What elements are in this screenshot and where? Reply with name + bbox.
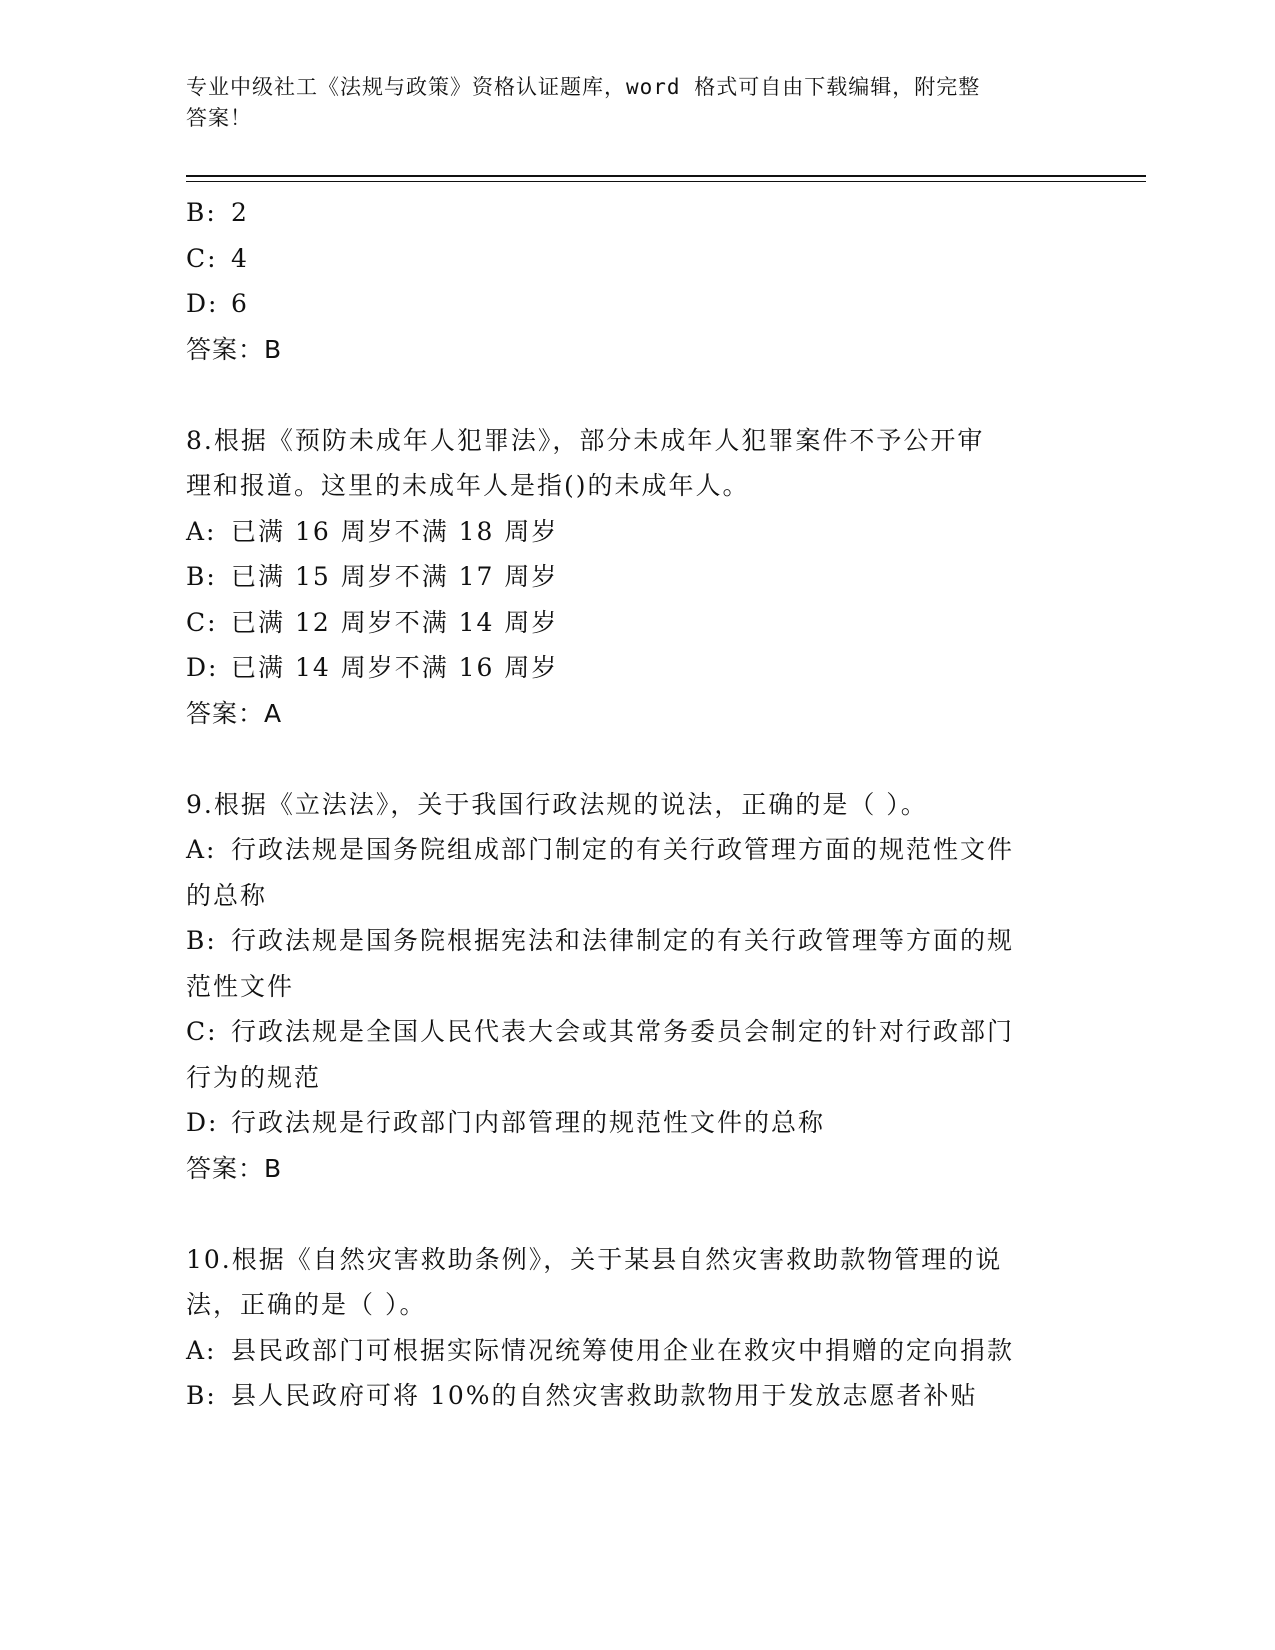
q7-option-d: D: 6 bbox=[186, 289, 249, 318]
header-divider-thick bbox=[186, 175, 1146, 177]
spacer bbox=[186, 1191, 1086, 1237]
q10-option-b: B: 县人民政府可将 10%的自然灾害救助款物用于发放志愿者补贴 bbox=[186, 1381, 978, 1410]
q9-option-b-line-1: B: 行政法规是国务院根据宪法和法律制定的有关行政管理等方面的规 bbox=[186, 926, 1015, 955]
q9-stem: 9.根据《立法法》，关于我国行政法规的说法，正确的是（ ）。 bbox=[186, 789, 928, 819]
q9-option-c-line-1: C: 行政法规是全国人民代表大会或其常务委员会制定的针对行政部门 bbox=[186, 1017, 1015, 1046]
spacer bbox=[186, 736, 1086, 782]
header-line-1: 专业中级社工《法规与政策》资格认证题库，word 格式可自由下载编辑，附完整 bbox=[186, 75, 981, 99]
q8-answer: 答案：A bbox=[186, 698, 283, 728]
header-divider-thin bbox=[186, 181, 1146, 182]
q8-option-b: B: 已满 15 周岁不满 17 周岁 bbox=[186, 562, 559, 591]
q8-stem-line-1: 8.根据《预防未成年人犯罪法》，部分未成年人犯罪案件不予公开审 bbox=[186, 425, 985, 455]
q9-option-a-line-2: 的总称 bbox=[186, 880, 268, 910]
q10-stem-line-2: 法，正确的是（ ）。 bbox=[186, 1290, 427, 1319]
q7-answer: 答案：B bbox=[186, 334, 283, 364]
q8-option-d: D: 已满 14 周岁不满 16 周岁 bbox=[186, 653, 559, 682]
page-header bbox=[186, 72, 1066, 134]
q8-option-a: A: 已满 16 周岁不满 18 周岁 bbox=[186, 516, 559, 546]
q9-answer: 答案：B bbox=[186, 1153, 283, 1183]
q9-option-a-line-1: A: 行政法规是国务院组成部门制定的有关行政管理方面的规范性文件 bbox=[186, 835, 1015, 864]
q7-option-b: B: 2 bbox=[186, 198, 249, 227]
q8-option-c: C: 已满 12 周岁不满 14 周岁 bbox=[186, 607, 559, 637]
q7-option-c: C: 4 bbox=[186, 243, 249, 273]
q8-stem-line-2: 理和报道。这里的未成年人是指()的未成年人。 bbox=[186, 471, 750, 500]
question-content bbox=[186, 190, 1086, 1419]
q10-stem-line-1: 10.根据《自然灾害救助条例》，关于某县自然灾害救助款物管理的说 bbox=[186, 1244, 1003, 1274]
q9-option-b-line-2: 范性文件 bbox=[186, 971, 295, 1001]
spacer bbox=[186, 372, 1086, 418]
q10-option-a: A: 县民政部门可根据实际情况统筹使用企业在救灾中捐赠的定向捐款 bbox=[186, 1335, 1015, 1365]
q9-option-d: D: 行政法规是行政部门内部管理的规范性文件的总称 bbox=[186, 1108, 826, 1137]
header-line-2: 答案！ bbox=[186, 106, 252, 130]
q9-option-c-line-2: 行为的规范 bbox=[186, 1062, 322, 1092]
